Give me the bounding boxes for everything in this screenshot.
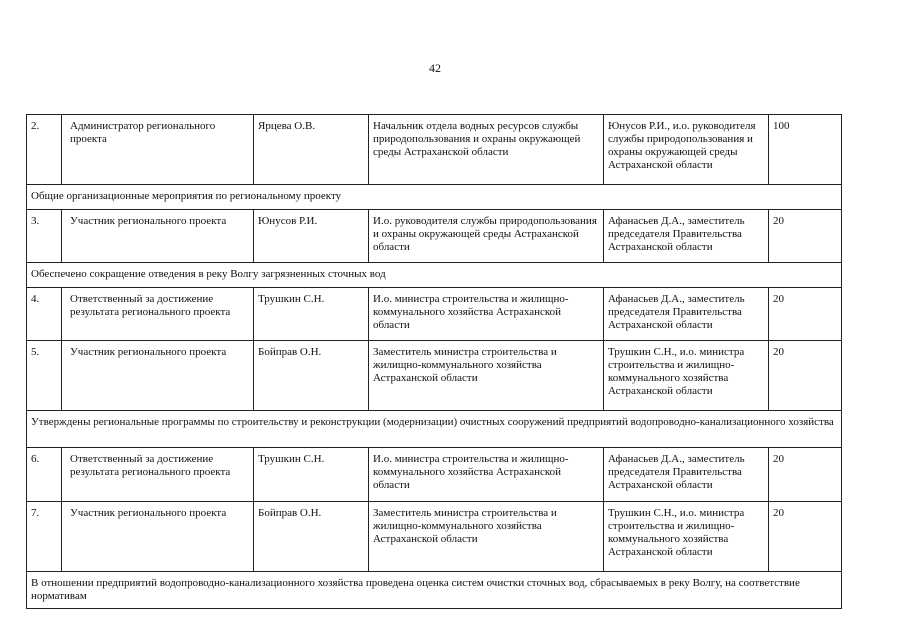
position-cell: И.о. руководителя службы природопользования и охраны окружающей среды Астраханской области [369,210,604,263]
section-heading: Обеспечено сокращение отведения в реку Волгу загрязненных сточных вод [27,263,842,288]
row-number: 5. [27,341,62,411]
name-cell: Трушкин С.Н. [254,288,369,341]
load-percent-cell: 20 [769,210,842,263]
name-cell: Бойправ О.Н. [254,341,369,411]
table-row [27,210,842,263]
section-heading: Общие организационные мероприятия по региональному проекту [27,185,842,210]
load-percent-cell: 20 [769,502,842,572]
load-percent-cell: 20 [769,448,842,502]
load-percent-cell: 20 [769,341,842,411]
row-number: 7. [27,502,62,572]
name-cell: Ярцева О.В. [254,115,369,185]
supervisor-cell: Юнусов Р.И., и.о. руководителя службы природопользования и охраны окружающей среды Астраханской области [604,115,769,185]
supervisor-cell: Трушкин С.Н., и.о. министра строительства и жилищно-коммунального хозяйства Астраханской области [604,502,769,572]
supervisor-cell: Афанасьев Д.А., заместитель председателя Правительства Астраханской области [604,448,769,502]
row-number: 4. [27,288,62,341]
position-cell: И.о. министра строительства и жилищно-коммунального хозяйства Астраханской области [369,288,604,341]
load-percent-cell: 100 [769,115,842,185]
table-row [27,115,842,185]
table-row [27,341,842,411]
supervisor-cell: Трушкин С.Н., и.о. министра строительства и жилищно-коммунального хозяйства Астраханской области [604,341,769,411]
row-number: 2. [27,115,62,185]
page-number: 42 [429,61,441,75]
responsibility-table [26,114,842,609]
load-percent-cell: 20 [769,288,842,341]
position-cell: Заместитель министра строительства и жилищно-коммунального хозяйства Астраханской области [369,341,604,411]
name-cell: Юнусов Р.И. [254,210,369,263]
section-heading: Утверждены региональные программы по строительству и реконструкции (модернизации) очистных сооружений предприятий водопроводно-канализационного хозяйства [27,411,842,448]
position-cell: Начальник отдела водных ресурсов службы природопользования и охраны окружающей среды Астраханской области [369,115,604,185]
section-row [27,263,842,288]
position-cell: И.о. министра строительства и жилищно-коммунального хозяйства Астраханской области [369,448,604,502]
table-row [27,288,842,341]
section-row [27,185,842,210]
role-cell: Участник регионального проекта [62,210,254,263]
supervisor-cell: Афанасьев Д.А., заместитель председателя Правительства Астраханской области [604,288,769,341]
role-cell: Ответственный за достижение результата регионального проекта [62,288,254,341]
role-cell: Администратор регионального проекта [62,115,254,185]
table-row [27,448,842,502]
name-cell: Бойправ О.Н. [254,502,369,572]
row-number: 3. [27,210,62,263]
role-cell: Участник регионального проекта [62,341,254,411]
supervisor-cell: Афанасьев Д.А., заместитель председателя Правительства Астраханской области [604,210,769,263]
role-cell: Ответственный за достижение результата регионального проекта [62,448,254,502]
row-number: 6. [27,448,62,502]
role-cell: Участник регионального проекта [62,502,254,572]
table-row [27,502,842,572]
section-heading: В отношении предприятий водопроводно-канализационного хозяйства проведена оценка систем очистки сточных вод, сбрасываемых в реку Волгу, на соответствие нормативам [27,572,842,609]
section-row [27,572,842,609]
name-cell: Трушкин С.Н. [254,448,369,502]
position-cell: Заместитель министра строительства и жилищно-коммунального хозяйства Астраханской области [369,502,604,572]
section-row [27,411,842,448]
